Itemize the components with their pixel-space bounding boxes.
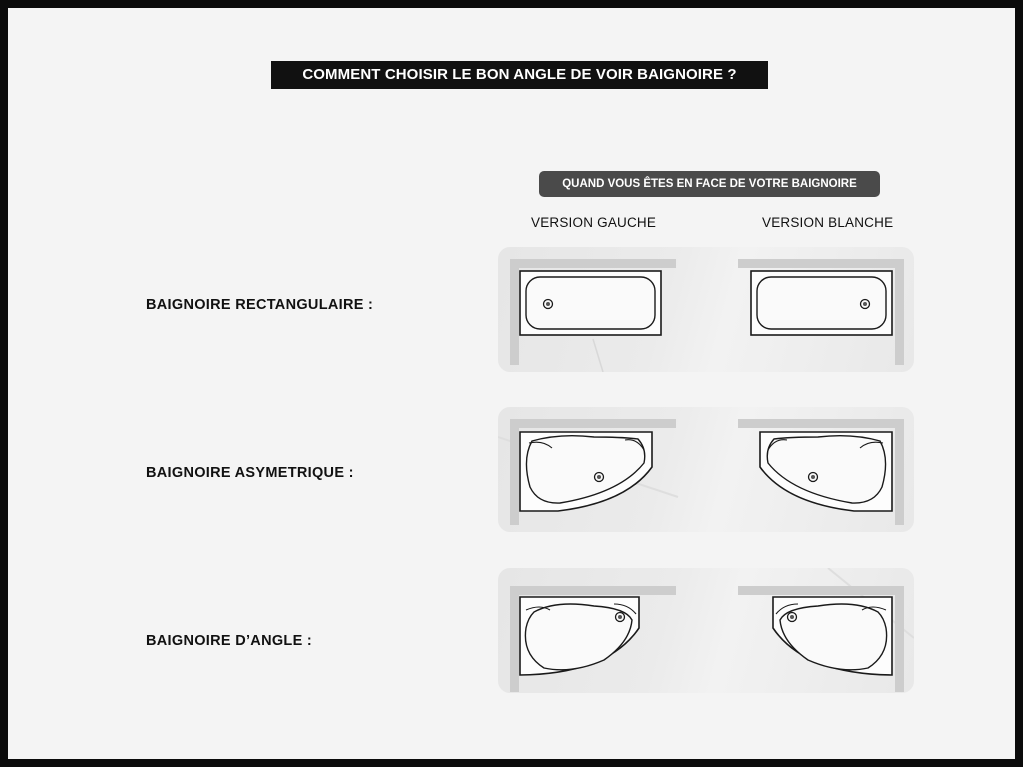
rectangular-tub-left: [510, 259, 676, 365]
row-label-rectangular: BAIGNOIRE RECTANGULAIRE :: [146, 297, 374, 313]
column-label-right: VERSION BLANCHE: [762, 215, 894, 230]
asymmetric-tub-left: [510, 419, 676, 525]
panel-corner: [498, 568, 914, 693]
panel-rectangular: [498, 247, 914, 372]
row-label-corner: BAIGNOIRE D’ANGLE :: [146, 633, 313, 649]
asymmetric-tub-right: [738, 419, 904, 525]
rectangular-tub-right: [738, 259, 904, 365]
subtitle-badge: QUAND VOUS ÊTES EN FACE DE VOTRE BAIGNOIRE: [539, 171, 880, 197]
corner-tub-right: [738, 586, 904, 692]
panel-asymmetric: [498, 407, 914, 532]
column-label-left: VERSION GAUCHE: [531, 215, 657, 230]
corner-tub-left: [510, 586, 676, 692]
page-title: COMMENT CHOISIR LE BON ANGLE DE VOIR BAIGNOIRE ?: [271, 61, 768, 89]
row-label-asymmetric: BAIGNOIRE ASYMETRIQUE :: [146, 465, 354, 481]
